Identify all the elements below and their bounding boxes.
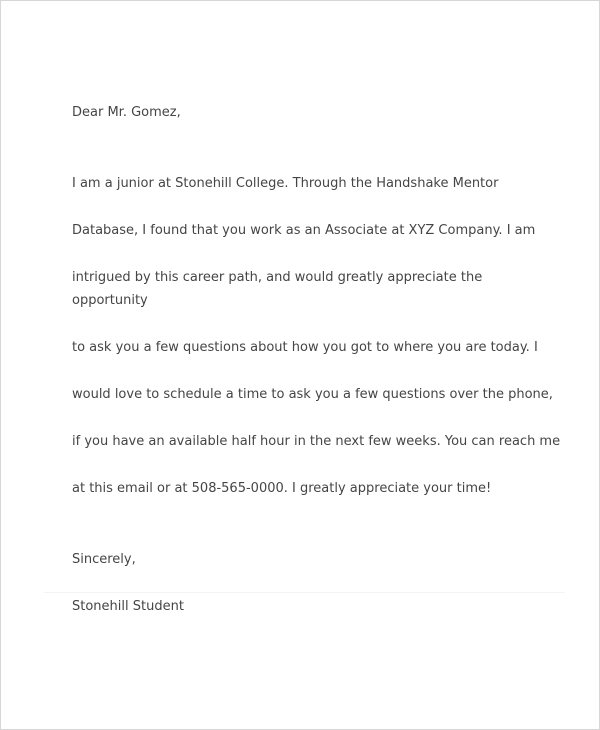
body-line: intrigued by this career path, and would greatly appreciate the opportunity	[72, 269, 483, 308]
body-line: if you have an available half hour in the next few weeks. You can reach me	[72, 434, 561, 449]
body-line: would love to schedule a time to ask you a few questions over the phone,	[72, 387, 553, 402]
letter-body	[72, 148, 562, 524]
footer-divider	[44, 592, 565, 593]
body-line: I am a junior at Stonehill College. Through the Handshake Mentor	[72, 175, 499, 191]
signature: Stonehill Student	[72, 598, 184, 614]
body-line: at this email or at 508-565-0000. I greatly appreciate your time!	[72, 481, 492, 496]
salutation: Dear Mr. Gomez,	[72, 105, 181, 120]
closing: Sincerely,	[72, 551, 136, 567]
letter-content	[72, 101, 562, 618]
body-line: to ask you a few questions about how you got to where you are today. I	[72, 340, 538, 355]
body-line: Database, I found that you work as an Associate at XYZ Company. I am	[72, 222, 536, 238]
